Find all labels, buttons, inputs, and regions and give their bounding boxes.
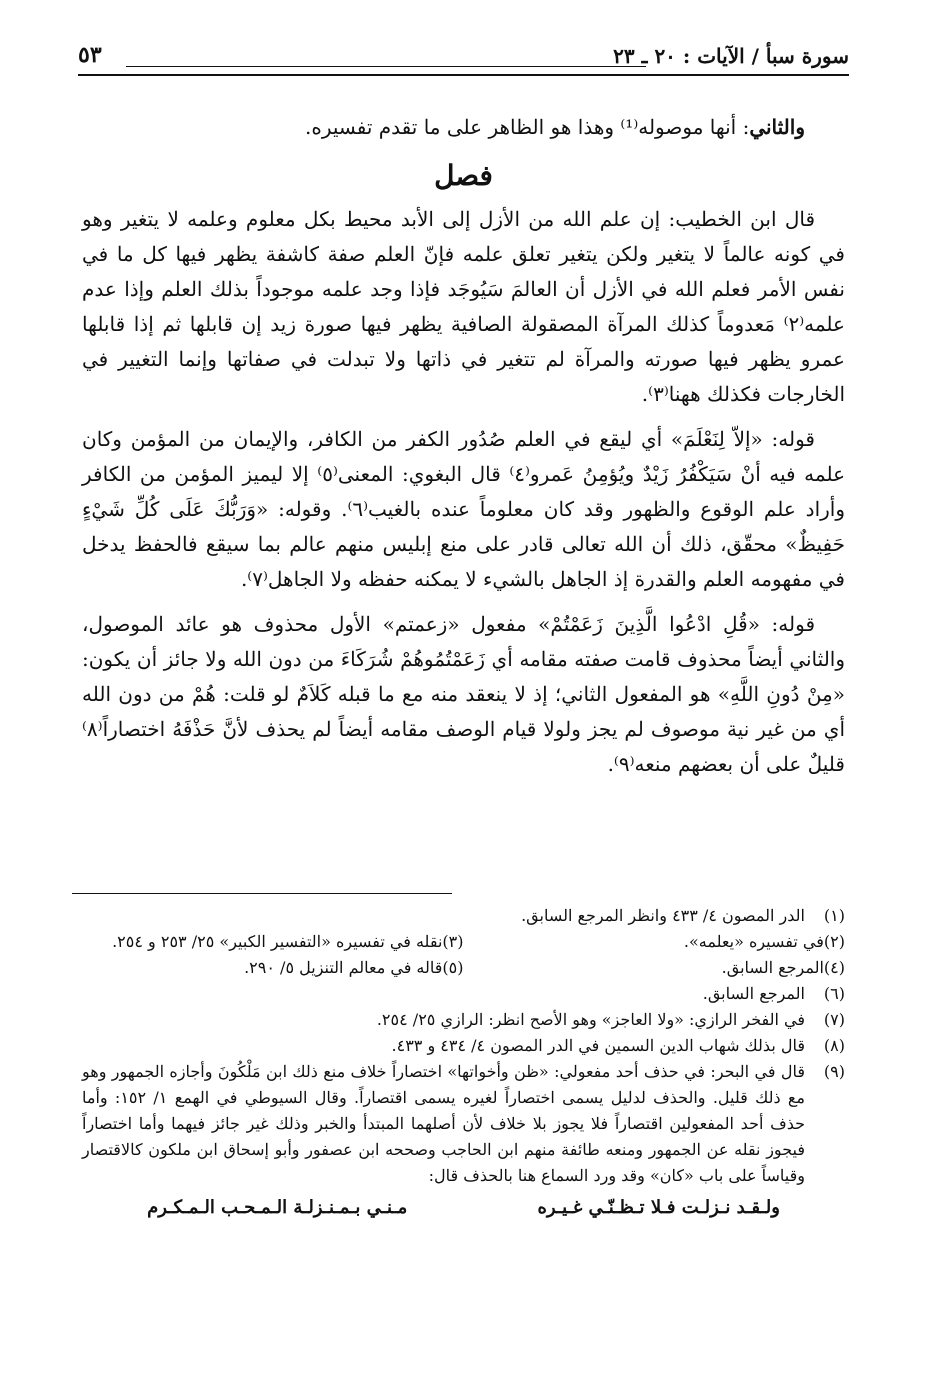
footnote-text: المرجع السابق.: [702, 984, 805, 1003]
section-heading: فصل: [434, 159, 493, 192]
footnote-rule: [72, 893, 452, 894]
footnote-number: (٥): [442, 958, 464, 977]
footnote-1: [82, 903, 845, 929]
intro-paragraph: [82, 110, 805, 145]
header-rule: [78, 74, 849, 76]
footnote-8: [82, 1033, 845, 1059]
footnote-text: في الفخر الرازي: «ولا العاجز» وهو الأصح انظر: الرازي ٢٥/ ٢٥٤.: [376, 1010, 805, 1029]
footnote-number: (٦): [823, 984, 845, 1003]
footnote-7: [82, 1007, 845, 1033]
footnote-text: قال بذلك شهاب الدين السمين في الدر المصون ٤/ ٤٣٤ و ٤٣٣.: [391, 1036, 805, 1055]
footnote-text: قال في البحر: في حذف أحد مفعولي: «ظن وأخواتها» اختصاراً خلاف منع ذلك ابن مَلْكُونَ وأجازه الجمهور وهو مع ذلك قليل. والحذف لدليل يسمى اختصاراً لغيره يسمى اقتصاراً. وقال السيوطي في الهمع ١/ ١٥٢: وأما حذف أحد المفعولين اقتصاراً فلا يجوز بلا خلاف لأن أصلهما المبتدأ والخبر وذلك غير جائز فيهما وأما اختصاراً فيجوز نقله عن الجمهور ومنعه طائفة منهم ابن الحاجب وصححه ابن عصفور وأبو إسحاق ابن ملكون كالاقتصار وقياساً على باب «كان» وقد ورد السماع هنا بالحذف قال:: [82, 1062, 806, 1185]
intro-text: : أنها موصوله⁽¹⁾ وهذا هو الظاهر على ما تقدم تفسيره.: [304, 115, 750, 139]
paragraph-illa-linalama: قوله: «إلاّ لِنَعْلَمَ» أي ليقع في العلم صُدُور الكفر من الكافر، والإيمان من المؤمن وكان علمه فيه أنْ سَيَكْفُرُ زَيْدٌ ويُؤمِنُ عَمرو⁽٤⁾ قال البغوي: المعنى⁽٥⁾ إلا ليميز المؤمن من الكافر وأراد علم الوقوع والظهور وقد كان معلوماً عنده بالغيب⁽٦⁾. وقوله: «وَرَبُّكَ عَلَى كُلِّ شَيْءٍ حَفِيظٌ» محقّق، ذلك أن الله تعالى قادر على منع إبليس منهم عالم بما سيقع فالحفظ يدخل في مفهومه العلم والقدرة إذ الجاهل بالشيء لا يمكنه حفظه ولا الجاهل⁽٧⁾.: [82, 427, 846, 591]
footnote-row-4-5: [82, 955, 845, 981]
footnote-text: الدر المصون ٤/ ٤٣٣ وانظر المرجع السابق.: [521, 906, 805, 925]
footnote-number: (١): [823, 906, 845, 925]
footnote-9: [82, 1059, 845, 1189]
footnote-text: المرجع السابق.: [721, 958, 824, 977]
footnote-text: قاله في معالم التنزيل ٥/ ٢٩٠.: [244, 958, 443, 977]
footnote-number: (٧): [823, 1010, 845, 1029]
footnote-number: (٨): [823, 1036, 845, 1055]
footnote-text: في تفسيره «يعلمه».: [683, 932, 824, 951]
footnote-number: (٤): [823, 958, 845, 977]
poetry-verse: [82, 1195, 845, 1221]
verse-first-hemistich: ولـقـد نـزلـت فـلا تـظـنّـي غـيـره: [537, 1197, 780, 1218]
verse-second-hemistich: مـنـي بـمـنـزلـة الـمـحـب الـمـكـرم: [147, 1197, 408, 1218]
page-header: [78, 40, 849, 80]
intro-label: والثاني: [749, 115, 805, 139]
header-short-rule: [126, 66, 646, 67]
page-number: ٥٣: [78, 42, 102, 68]
footnote-row-2-3: [82, 929, 845, 955]
footnote-number: (٩): [823, 1062, 845, 1081]
footnote-3: [82, 929, 464, 955]
footnote-2: [464, 929, 846, 955]
footnote-number: (٢): [823, 932, 845, 951]
main-text: [82, 110, 845, 782]
footnotes: [82, 903, 845, 1221]
running-title: سورة سبأ / الآيات : ٢٠ ـ ٢٣: [613, 44, 849, 68]
footnote-4: [464, 955, 846, 981]
footnote-5: [82, 955, 464, 981]
paragraph-ibn-khatib: قال ابن الخطيب: إن علم الله من الأزل إلى الأبد محيط بكل معلوم وعلمه لا يتغير وهو في كونه عالماً لا يتغير ولكن يتغير تعلق علمه فإنّ العلم صفة كاشفة يظهر فيها كل ما في نفس الأمر فعلم الله في الأزل أن العالمَ سَيُوجَد فإذا وجد علمه موجوداً بذلك العلم وإذا عدم علمه⁽٢⁾ مَعدوماً كذلك المرآة المصقولة الصافية يظهر فيها صورة زيد إن قابلها ثم إذا قابلها عمرو يظهر فيها صورته والمرآة لم تتغير في ذاتها ولا تبدلت في صفاتها وإنما التغيير في الخارجات فكذلك ههنا⁽٣⁾.: [82, 207, 845, 406]
paragraph-qul-udu: قوله: «قُلِ ادْعُوا الَّذِينَ زَعَمْتُمْ» مفعول «زعمتم» الأول محذوف هو عائد الموصول، والثاني أيضاً محذوف قامت صفته مقامه أي زَعَمْتُمُوهُمْ شُرَكَاءَ من دون الله ولا جائز أن يكون: «مِنْ دُونِ اللَّهِ» هو المفعول الثاني؛ إذ لا ينعقد منه مع ما قبله كَلاَمٌ لو قلت: هُمْ من دون الله أي من غير نية موصوف لم يجز ولولا قيام الوصف مقامه أيضاً لم يحذف لأنَّ حَذْفَهُ اختصاراً⁽٨⁾ قليلٌ على أن بعضهم منعه⁽٩⁾.: [82, 612, 845, 776]
footnote-text: نقله في تفسيره «التفسير الكبير» ٢٥/ ٢٥٣ و ٢٥٤.: [112, 932, 443, 951]
footnote-number: (٣): [442, 932, 464, 951]
footnote-6: [82, 981, 845, 1007]
